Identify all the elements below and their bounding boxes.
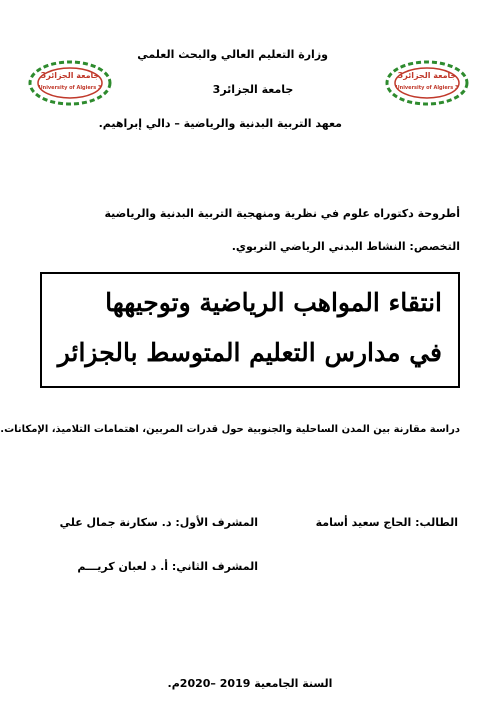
first-supervisor: المشرف الأول: د. سكارنة جمال علي <box>59 516 258 529</box>
thesis-title-line-2: في مدارس التعليم المتوسط بالجزائر <box>57 338 442 367</box>
thesis-specialty: التخصص: النشاط البدني الرياضي التربوي. <box>231 240 460 253</box>
laurel-emblem-icon <box>383 58 471 108</box>
academic-year: السنة الجامعية 2019 –2020م. <box>167 677 333 690</box>
institute-name: معهد التربية البدنية والرياضية – دالي إبراهيم. <box>98 117 342 130</box>
university-logo-right <box>383 58 471 108</box>
thesis-subtitle: دراسة مقارنة بين المدن الساحلية والجنوبية حول قدرات المربين، اهتمامات التلاميذ، الإمكانات. <box>0 424 460 435</box>
logo-left-subtext: University of Algiers 3 <box>38 85 102 91</box>
logo-right-text: جامعة الجزائر3 <box>397 71 457 80</box>
university-name: جامعة الجزائر3 <box>212 83 294 96</box>
thesis-title-line-1: انتقاء المواهب الرياضية وتوجيهها <box>105 288 442 317</box>
ministry-name: وزارة التعليم العالي والبحث العلمي <box>137 48 328 61</box>
logo-right-subtext: University of Algiers 3 <box>395 85 459 91</box>
logo-left-text: جامعة الجزائر3 <box>40 71 100 80</box>
laurel-emblem-icon <box>26 58 114 108</box>
student-name: الطالب: الحاج سعيد أسامة <box>315 516 458 529</box>
second-supervisor: المشرف الثاني: أ. د لعبان كريـــم <box>77 560 258 573</box>
thesis-type: أطروحة دكتوراه علوم في نظرية ومنهجية التربية البدنية والرياضية <box>104 207 460 220</box>
thesis-title-box <box>40 272 460 388</box>
university-logo-left <box>26 58 114 108</box>
